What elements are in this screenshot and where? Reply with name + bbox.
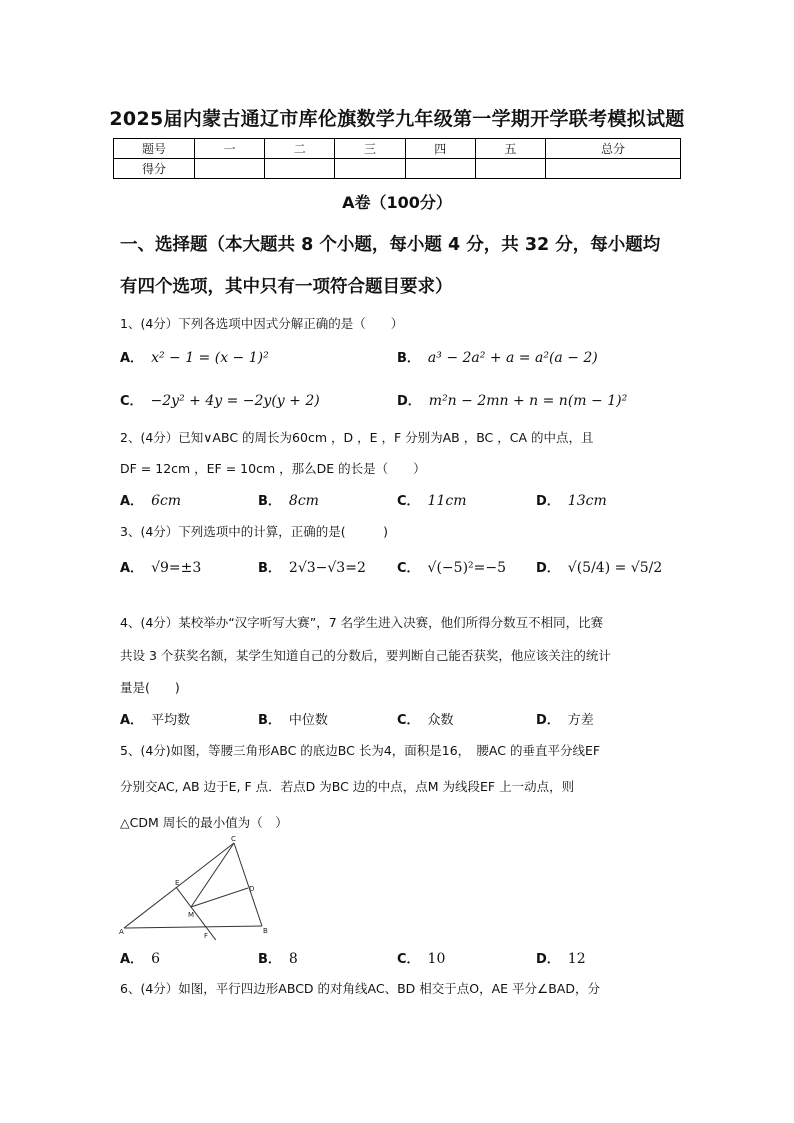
score-header-cell: 四 xyxy=(405,139,475,159)
q2-option-d-text: 13cm xyxy=(567,493,607,509)
q4-stem-line2: 共设 3 个获奖名额，某学生知道自己的分数后，要判断自己能否获奖，他应该关注的统计 xyxy=(120,648,611,663)
q1-option-b[interactable] xyxy=(397,347,598,366)
option-letter: A． xyxy=(120,561,144,576)
option-letter: B． xyxy=(258,713,281,728)
q2-option-c-text: 11cm xyxy=(427,493,467,509)
side-ab xyxy=(124,926,262,928)
q3-option-c[interactable] xyxy=(397,557,506,576)
q2-option-d[interactable] xyxy=(536,490,607,509)
q5-option-c[interactable] xyxy=(397,948,445,967)
score-cell[interactable] xyxy=(335,159,405,179)
option-letter: C． xyxy=(397,494,420,509)
q5-option-d[interactable] xyxy=(536,948,586,967)
q4-option-c-text: 众数 xyxy=(427,713,454,728)
q2-option-a-text: 6cm xyxy=(151,493,182,509)
q1-option-d-text: m²n − 2mn + n = n(m − 1)² xyxy=(428,393,628,409)
q4-stem-line3: 量是( ) xyxy=(120,680,180,695)
option-letter: C． xyxy=(120,394,143,409)
option-letter: A． xyxy=(120,952,144,967)
q3-option-c-text: √(−5)²=−5 xyxy=(427,560,507,576)
q3-option-b-text: 2√3−√3=2 xyxy=(288,560,366,576)
q5-option-a[interactable] xyxy=(120,948,160,967)
q2-option-c[interactable] xyxy=(397,490,466,509)
option-letter: A． xyxy=(120,351,144,366)
q4-option-b[interactable] xyxy=(258,709,328,728)
q1-option-d[interactable] xyxy=(397,390,627,409)
q4-option-b-text: 中位数 xyxy=(288,713,328,728)
segment-md xyxy=(191,888,248,907)
q5-stem-line1: 5、(4分)如图，等腰三角形ABC 的底边BC 长为4，面积是16， 腰AC 的垂直平分线EF xyxy=(120,743,601,758)
option-letter: D． xyxy=(536,561,560,576)
q2-option-b-text: 8cm xyxy=(288,493,319,509)
q2-option-b[interactable] xyxy=(258,490,319,509)
q3-stem: 3、(4分）下列选项中的计算，正确的是( ) xyxy=(120,524,389,539)
score-cell[interactable] xyxy=(546,159,681,179)
q2-option-a[interactable] xyxy=(120,490,181,509)
score-header-cell: 三 xyxy=(335,139,405,159)
side-bc xyxy=(234,843,262,926)
q2-stem-line2: DF = 12cm ，EF = 10cm ，那么DE 的长是（ ） xyxy=(120,461,426,476)
part1-heading-line2: 有四个选项，其中只有一项符合题目要求） xyxy=(120,277,453,297)
q3-option-a[interactable] xyxy=(120,557,201,576)
option-letter: C． xyxy=(397,561,420,576)
option-letter: B． xyxy=(258,561,281,576)
q4-option-c[interactable] xyxy=(397,709,454,728)
q4-option-d[interactable] xyxy=(536,709,594,728)
label-d: D xyxy=(249,885,255,893)
q5-option-a-text: 6 xyxy=(151,951,160,967)
q5-option-b[interactable] xyxy=(258,948,298,967)
score-cell[interactable] xyxy=(475,159,545,179)
label-b: B xyxy=(263,927,268,935)
q5-stem-line2: 分别交AC, AB 边于E, F 点．若点D 为BC 边的中点，点M 为线段EF 上一动点，则 xyxy=(120,779,575,794)
score-header-cell: 二 xyxy=(265,139,335,159)
q6-stem-line1: 6、(4分）如图，平行四边形ABCD 的对角线AC、BD 相交于点O，AE 平分∠BAD，分 xyxy=(120,981,600,996)
q4-stem-line1: 4、(4分）某校举办“汉字听写大赛”，7 名学生进入决赛，他们所得分数互不相同，比赛 xyxy=(120,615,604,630)
score-table-header-row xyxy=(114,139,681,159)
option-letter: D． xyxy=(536,494,560,509)
score-table-score-row xyxy=(114,159,681,179)
q3-option-b[interactable] xyxy=(258,557,366,576)
q1-option-c-text: −2y² + 4y = −2y(y + 2) xyxy=(150,393,320,409)
q3-option-d-text: √(5/4) = √5/2 xyxy=(567,560,663,576)
option-letter: A． xyxy=(120,713,144,728)
option-letter: C． xyxy=(397,713,420,728)
option-letter: B． xyxy=(258,952,281,967)
option-letter: D． xyxy=(397,394,421,409)
q1-option-a-text: x² − 1 = (x − 1)² xyxy=(151,350,269,366)
q5-triangle-figure xyxy=(118,835,288,940)
q5-option-b-text: 8 xyxy=(288,951,298,967)
score-header-cell: 一 xyxy=(195,139,265,159)
label-c: C xyxy=(231,835,236,843)
score-row-label: 得分 xyxy=(114,159,195,179)
option-letter: D． xyxy=(536,952,560,967)
option-letter: A． xyxy=(120,494,144,509)
option-letter: C． xyxy=(397,952,420,967)
score-header-cell: 五 xyxy=(475,139,545,159)
label-e: E xyxy=(175,879,180,887)
score-cell[interactable] xyxy=(195,159,265,179)
section-a-heading: A卷（100分） xyxy=(342,193,452,212)
score-table xyxy=(113,138,681,179)
q4-option-d-text: 方差 xyxy=(567,713,594,728)
q5-stem-line3: △CDM 周长的最小值为（ ） xyxy=(120,815,288,830)
option-letter: B． xyxy=(258,494,281,509)
option-letter: B． xyxy=(397,351,420,366)
q4-option-a[interactable] xyxy=(120,709,190,728)
q5-option-d-text: 12 xyxy=(567,951,586,967)
q1-option-b-text: a³ − 2a² + a = a²(a − 2) xyxy=(427,350,598,366)
q2-stem-line1: 2、(4分）已知∨ABC 的周长为60cm ，D ，E ，F 分别为AB ，BC ，CA 的中点，且 xyxy=(120,430,594,445)
score-cell[interactable] xyxy=(265,159,335,179)
segment-mc xyxy=(191,843,234,907)
label-f: F xyxy=(204,932,209,940)
exam-title: 2025届内蒙古通辽市库伦旗数学九年级第一学期开学联考模拟试题 xyxy=(109,108,685,130)
q4-option-a-text: 平均数 xyxy=(151,713,191,728)
q1-option-c[interactable] xyxy=(120,390,320,409)
option-letter: D． xyxy=(536,713,560,728)
q3-option-d[interactable] xyxy=(536,557,662,576)
q5-option-c-text: 10 xyxy=(427,951,446,967)
score-cell[interactable] xyxy=(405,159,475,179)
q3-option-a-text: √9=±3 xyxy=(151,560,202,576)
label-m: M xyxy=(188,911,195,919)
part1-heading-line1: 一、选择题（本大题共 8 个小题，每小题 4 分，共 32 分，每小题均 xyxy=(120,235,661,255)
label-a: A xyxy=(119,928,124,936)
perpendicular-bisector-ef xyxy=(176,887,218,940)
score-header-cell: 题号 xyxy=(114,139,195,159)
q1-option-a[interactable] xyxy=(120,347,269,366)
q1-stem: 1、(4分）下列各选项中因式分解正确的是（ ） xyxy=(120,316,404,331)
score-header-cell: 总分 xyxy=(546,139,681,159)
